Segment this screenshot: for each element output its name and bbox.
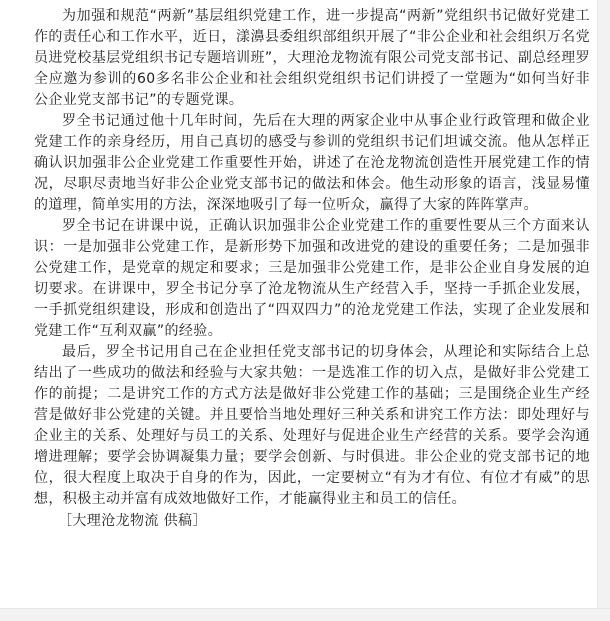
horizontal-scrollbar[interactable]	[0, 608, 610, 621]
vertical-scrollbar[interactable]	[597, 0, 610, 609]
article-source: ［大理沧龙物流 供稿］	[58, 513, 207, 529]
paragraph-importance: 罗全书记在讲课中说，正确认识加强非公企业党建工作的重要性要从三个方面来认识：一是加强非公党建工作，是新形势下加强和改进党的建设的重要任务；二是加强非公党建工作，是党章的规定和要求；三是加强非公党建工作，是非公企业自身发展的迫切要求。在讲课中，罗全书记分享了沧龙物流从生产经营入手，坚持一手抓企业发展，一手抓党组织建设，形成和创造出了“四双四力”的沧龙党建工作法，实现了企业发展和党建工作“互利双赢”的经验。	[34, 218, 590, 339]
paragraph-experience: 罗全书记通过他十几年时间，先后在大理的两家企业中从事企业行政管理和做企业党建工作的亲身经历，用自己真切的感受与参训的党组织书记们坦诚交流。他从怎样正确认识加强非公企业党建工作重要性开始，讲述了在沧龙物流创造性开展党建工作的情况，尽职尽责地当好非公企业党支部书记的做法和体会。他生动形象的语言，浅显易懂的道理，简单实用的方法，深深地吸引了每一位听众，赢得了大家的阵阵掌声。	[34, 113, 590, 213]
paragraph-conclusion: 最后，罗全书记用自己在企业担任党支部书记的切身体会，从理论和实际结合上总结出了一些成功的做法和经验与大家共勉：一是选准工作的切入点，是做好非公党建工作的前提；二是讲究工作的方式方法是做好非公党建工作的基础；三是围绕企业生产经营是做好非公党建的关键。并且要恰当地处理好三种关系和讲究工作方法：即处理好与企业主的关系、处理好与员工的关系、处理好与促进企业生产经营的关系。要学会沟通增进理解；要学会协调凝集力量；要学会创新、与时俱进。非公企业的党支部书记的地位，很大程度上取决于自身的作为，因此，一定要树立“有为才有位、有位才有威”的思想，积极主动并富有成效地做好工作，才能赢得业主和员工的信任。	[34, 344, 590, 507]
paragraph-intro: 为加强和规范“两新”基层组织党建工作，进一步提高“两新”党组织书记做好党建工作的责任心和工作水平，近日，漾濞县委组织部组织开展了“非公企业和社会组织万名党员进党校基层党组织书记专题培训班”，大理沧龙物流有限公司党支部书记、副总经理罗全应邀为参训的60多名非公企业和社会组织党组织书记们讲授了一堂题为“如何当好非公企业党支部书记”的专题党课。	[34, 8, 590, 108]
